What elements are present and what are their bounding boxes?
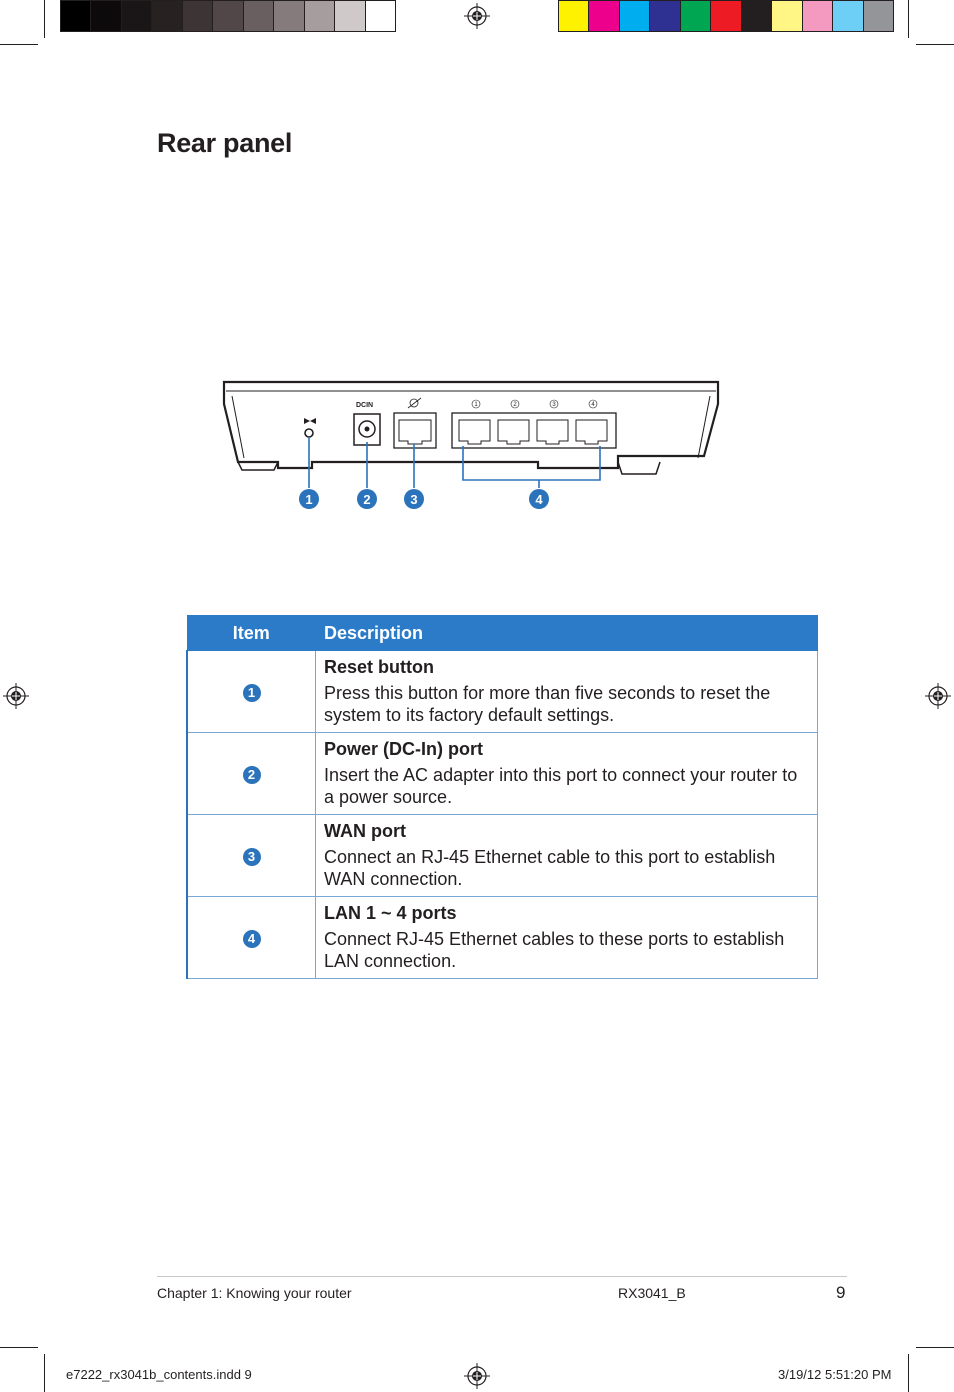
- color-swatch: [559, 1, 588, 31]
- lan-1-label: 1: [474, 402, 478, 408]
- item-title: Power (DC-In) port: [324, 739, 483, 759]
- crop-mark: [0, 44, 38, 45]
- table-row: [187, 733, 818, 815]
- slug-filename: e7222_rx3041b_contents.indd 9: [66, 1367, 252, 1382]
- color-swatch: [649, 1, 679, 31]
- color-swatch: [90, 1, 120, 31]
- color-swatch: [802, 1, 832, 31]
- item-description: Connect an RJ-45 Ethernet cable to this port to establish WAN connection.: [324, 847, 776, 889]
- footer-chapter: Chapter 1: Knowing your router: [157, 1285, 352, 1301]
- color-swatch: [619, 1, 649, 31]
- dcin-label: DCIN: [356, 402, 374, 409]
- color-swatch: [121, 1, 151, 31]
- item-column-header: Item: [187, 616, 316, 651]
- callout-1: 1: [305, 492, 313, 507]
- crop-mark: [44, 0, 45, 38]
- color-swatch: [304, 1, 334, 31]
- crop-mark: [916, 44, 954, 45]
- table-row: [187, 651, 818, 733]
- registration-mark-icon: [464, 3, 490, 29]
- color-swatch: [710, 1, 740, 31]
- process-color-bar: [558, 0, 894, 32]
- crop-mark: [908, 1354, 909, 1392]
- color-swatch: [243, 1, 273, 31]
- slug-datetime: 3/19/12 5:51:20 PM: [778, 1367, 892, 1382]
- item-number-badge: 2: [243, 766, 261, 784]
- item-description: Connect RJ-45 Ethernet cables to these ports to establish LAN connection.: [324, 929, 785, 971]
- item-number-badge: 4: [243, 930, 261, 948]
- color-swatch: [832, 1, 862, 31]
- color-swatch: [61, 1, 90, 31]
- rear-panel-table: [186, 615, 818, 979]
- color-swatch: [741, 1, 771, 31]
- registration-mark-icon: [925, 683, 951, 709]
- color-swatch: [863, 1, 893, 31]
- registration-mark-icon: [464, 1363, 490, 1389]
- callout-3: 3: [410, 492, 418, 507]
- color-swatch: [771, 1, 801, 31]
- table-row: [187, 897, 818, 979]
- color-swatch: [151, 1, 181, 31]
- item-number-badge: 3: [243, 848, 261, 866]
- page-title: Rear panel: [157, 128, 293, 158]
- description-column-header: Description: [316, 616, 818, 651]
- router-rear-panel-diagram: [218, 376, 723, 518]
- color-swatch: [680, 1, 710, 31]
- callout-4: 4: [535, 492, 543, 507]
- lan-2-label: 2: [513, 402, 517, 408]
- crop-mark: [44, 1354, 45, 1392]
- color-swatch: [182, 1, 212, 31]
- color-swatch: [588, 1, 618, 31]
- footer-model: RX3041_B: [618, 1285, 686, 1301]
- crop-mark: [0, 1347, 38, 1348]
- item-title: WAN port: [324, 821, 406, 841]
- table-row: [187, 815, 818, 897]
- lan-4-label: 4: [591, 402, 595, 408]
- color-swatch: [365, 1, 395, 31]
- item-title: LAN 1 ~ 4 ports: [324, 903, 457, 923]
- item-description: Press this button for more than five seconds to reset the system to its factory default settings.: [324, 683, 771, 725]
- page-number: 9: [836, 1283, 846, 1302]
- crop-mark: [916, 1347, 954, 1348]
- item-title: Reset button: [324, 657, 434, 677]
- grayscale-color-bar: [60, 0, 396, 32]
- callout-2: 2: [363, 492, 371, 507]
- footer-divider: [157, 1276, 847, 1277]
- lan-3-label: 3: [552, 402, 556, 408]
- crop-mark: [908, 0, 909, 38]
- color-swatch: [334, 1, 364, 31]
- table-header-row: [187, 616, 818, 651]
- item-number-badge: 1: [243, 684, 261, 702]
- color-swatch: [273, 1, 303, 31]
- color-swatch: [212, 1, 242, 31]
- registration-mark-icon: [3, 683, 29, 709]
- item-description: Insert the AC adapter into this port to connect your router to a power source.: [324, 765, 798, 807]
